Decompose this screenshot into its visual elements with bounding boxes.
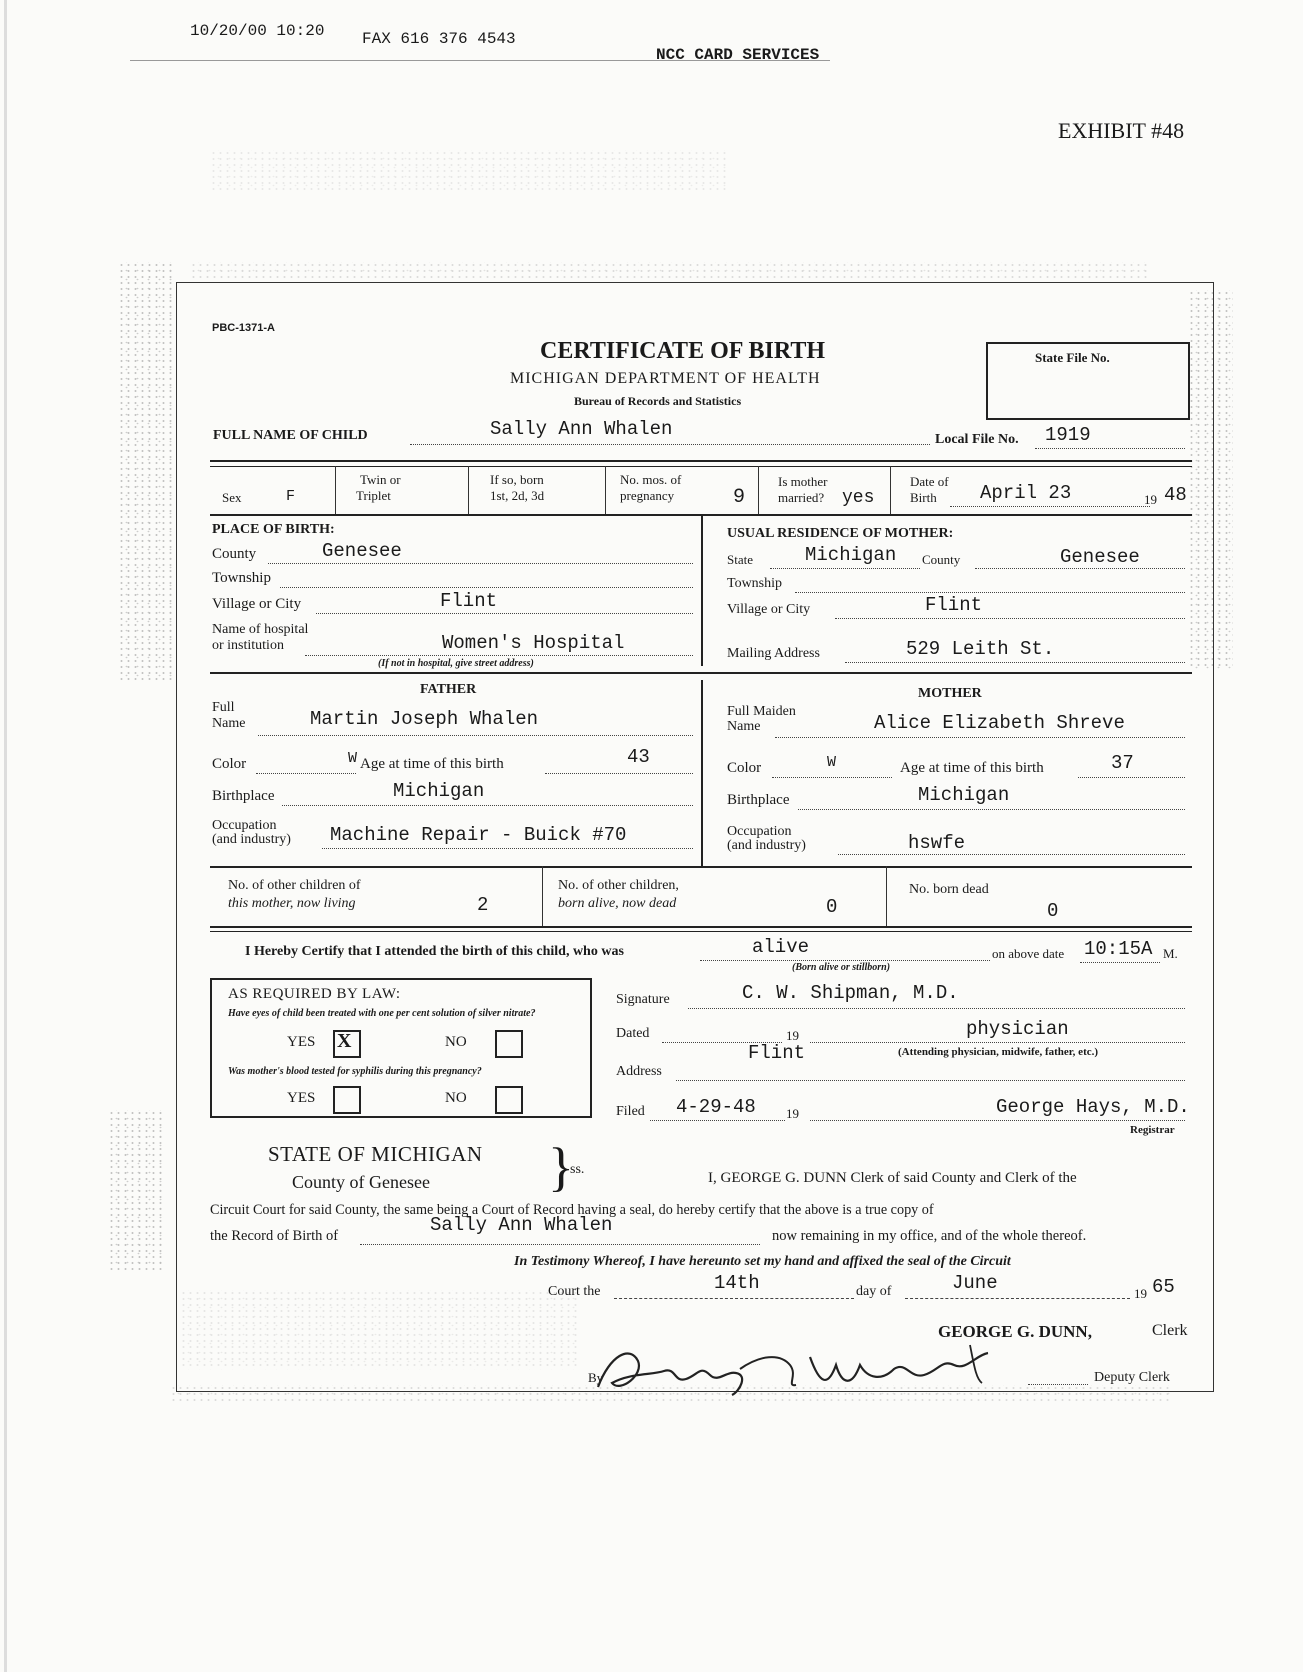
res-state: Michigan <box>805 544 897 566</box>
deputy-line <box>1028 1384 1088 1385</box>
filed-label: Filed <box>616 1104 645 1119</box>
father-age-line <box>545 773 693 774</box>
mother-name-label-1: Full Maiden <box>727 704 796 719</box>
law-q1-yes: YES <box>287 1034 316 1050</box>
born-order-label-1: If so, born <box>490 472 544 487</box>
children-living-label-1: No. of other children of <box>228 878 361 893</box>
clerk-court-the: Court the <box>548 1284 601 1299</box>
father-age: 43 <box>627 746 650 768</box>
father-birthplace: Michigan <box>393 780 485 802</box>
full-name-line <box>410 444 930 445</box>
signature-label: Signature <box>616 992 670 1007</box>
full-name-label: FULL NAME OF CHILD <box>213 428 368 443</box>
pob-county: Genesee <box>322 540 402 562</box>
mother-color: W <box>827 754 837 771</box>
law-q2-yes: YES <box>287 1090 316 1106</box>
pob-city-label: Village or City <box>212 596 302 612</box>
filed-line <box>650 1120 785 1121</box>
bureau: Bureau of Records and Statistics <box>574 394 742 408</box>
twin-label-2: Triplet <box>356 488 391 503</box>
mother-age-label: Age at time of this birth <box>900 760 1044 776</box>
filed-year-prefix: 19 <box>786 1106 799 1121</box>
middle-divider-2 <box>701 680 703 866</box>
clerk-month-line <box>905 1298 1130 1299</box>
clerk-deputy: Deputy Clerk <box>1094 1370 1170 1385</box>
father-name-line <box>258 735 693 736</box>
father-color-line <box>256 773 356 774</box>
children-dead-label-2: born alive, now dead <box>558 896 677 911</box>
pob-hospital: Women's Hospital <box>442 632 625 654</box>
res-state-line <box>770 568 920 569</box>
twin-label-1: Twin or <box>360 472 401 487</box>
dob-value: April 23 <box>980 482 1072 504</box>
law-q2-no-checkbox[interactable] <box>495 1086 523 1114</box>
clerk-line-3-a: the Record of Birth of <box>210 1228 339 1244</box>
sex-label: Sex <box>222 490 242 505</box>
clerk-month: June <box>952 1272 998 1294</box>
clerk-day-of: day of <box>856 1284 892 1299</box>
scan-noise-upper <box>210 150 730 190</box>
mother-birthplace: Michigan <box>918 784 1010 806</box>
father-occupation-label-2: (and industry) <box>212 832 291 847</box>
cert-text-2: on above date <box>992 946 1065 961</box>
address-line <box>676 1080 1185 1081</box>
clerk-line-4: In Testimony Whereof, I have hereunto set my hand and affixed the seal of the Circuit <box>514 1254 1011 1269</box>
pob-hospital-note: (If not in hospital, give street address) <box>378 658 534 669</box>
children-dead: 0 <box>826 896 838 918</box>
registrar-line <box>810 1120 1185 1121</box>
mother-occupation-label-2: (and industry) <box>727 838 806 853</box>
children-divider-1 <box>542 866 543 926</box>
certificate-title: CERTIFICATE OF BIRTH <box>540 338 826 364</box>
cert-status-line <box>700 960 990 961</box>
father-name-label-1: Full <box>212 700 235 715</box>
clerk-day: 14th <box>714 1272 760 1294</box>
father-name-label-2: Name <box>212 716 246 731</box>
mother-birthplace-label: Birthplace <box>727 792 790 808</box>
law-heading: AS REQUIRED BY LAW: <box>228 986 401 1002</box>
mother-age: 37 <box>1111 752 1134 774</box>
children-living: 2 <box>477 894 489 916</box>
law-q1-no: NO <box>445 1034 467 1050</box>
dob-year-prefix: 19 <box>1144 492 1157 507</box>
grid-v5 <box>890 466 891 514</box>
months-label-2: pregnancy <box>620 488 675 503</box>
cert-status-note: (Born alive or stillborn) <box>792 962 891 973</box>
form-code: PBC-1371-A <box>212 322 275 334</box>
registrar-label: Registrar <box>1130 1124 1175 1136</box>
mother-birthplace-line <box>798 809 1185 810</box>
pob-hospital-label-2: or institution <box>212 638 284 653</box>
father-occupation-label-1: Occupation <box>212 818 277 833</box>
pob-county-label: County <box>212 546 257 562</box>
local-file-line <box>1035 448 1185 449</box>
grid-v1 <box>335 466 336 514</box>
pob-county-line <box>268 563 693 564</box>
mother-color-label: Color <box>727 760 762 776</box>
months-value: 9 <box>733 486 746 509</box>
children-divider-2 <box>886 866 887 926</box>
local-file-label: Local File No. <box>935 432 1019 447</box>
pob-township-line <box>280 587 693 588</box>
clerk-line-3-name: Sally Ann Whalen <box>430 1214 613 1236</box>
child-full-name: Sally Ann Whalen <box>490 418 673 440</box>
rule-6 <box>210 926 1192 928</box>
res-county: Genesee <box>1060 546 1140 568</box>
address-label: Address <box>616 1064 662 1079</box>
fax-number: FAX 616 376 4543 <box>362 30 516 48</box>
father-occupation-line <box>322 848 693 849</box>
clerk-title: Clerk <box>1152 1322 1188 1339</box>
role-note: (Attending physician, midwife, father, etc.) <box>898 1046 1099 1058</box>
scan-noise-left <box>118 262 173 682</box>
clerk-year: 65 <box>1152 1276 1175 1298</box>
res-state-label: State <box>727 552 753 567</box>
dated-label: Dated <box>616 1026 650 1041</box>
father-name: Martin Joseph Whalen <box>310 708 539 730</box>
sex-value: F <box>286 488 296 505</box>
pob-hospital-line <box>305 655 693 656</box>
mother-occupation-label-1: Occupation <box>727 824 792 839</box>
father-color-label: Color <box>212 756 247 772</box>
stillborn-value: 0 <box>1047 900 1059 922</box>
law-question-2: Was mother's blood tested for syphilis during this pregnancy? <box>228 1066 482 1077</box>
clerk-line-3-b: now remaining in my office, and of the whole thereof. <box>772 1228 1087 1244</box>
clerk-day-line <box>614 1298 854 1299</box>
page-edge <box>4 0 7 1672</box>
residence-heading: USUAL RESIDENCE OF MOTHER: <box>727 526 954 541</box>
pob-township-label: Township <box>212 570 271 586</box>
clerk-by: By <box>588 1370 604 1385</box>
father-birthplace-label: Birthplace <box>212 788 275 804</box>
place-of-birth-heading: PLACE OF BIRTH: <box>212 522 335 537</box>
res-county-line <box>975 568 1185 569</box>
rule-2 <box>210 466 1192 467</box>
mother-age-line <box>1078 777 1185 778</box>
dob-label-1: Date of <box>910 474 949 489</box>
clerk-name: GEORGE G. DUNN, <box>938 1322 1092 1341</box>
middle-divider-1 <box>701 514 703 666</box>
dated-year-prefix: 19 <box>786 1028 799 1043</box>
registrar-value: George Hays, M.D. <box>996 1096 1190 1118</box>
clerk-state: STATE OF MICHIGAN <box>268 1142 483 1166</box>
clerk-brace: } <box>548 1137 574 1197</box>
children-dead-label-1: No. of other children, <box>558 878 679 893</box>
father-occupation: Machine Repair - Buick #70 <box>330 824 627 846</box>
res-township-line <box>795 592 1185 593</box>
rule-5 <box>210 866 1192 868</box>
res-county-label: County <box>922 552 961 567</box>
father-birthplace-line <box>282 805 693 806</box>
rule-4 <box>210 672 1192 674</box>
fax-sender: NCC CARD SERVICES <box>656 46 820 64</box>
cert-time-suffix: M. <box>1163 946 1178 961</box>
mother-heading: MOTHER <box>918 686 982 701</box>
clerk-county: County of Genesee <box>292 1172 430 1192</box>
cert-status: alive <box>752 936 810 958</box>
address-value: Flint <box>748 1042 806 1064</box>
rule-7 <box>210 931 1192 932</box>
mother-color-line <box>772 777 892 778</box>
res-city-label: Village or City <box>727 602 811 617</box>
law-question-1: Have eyes of child been treated with one per cent solution of silver nitrate? <box>228 1008 536 1019</box>
mother-name-line <box>775 737 1185 738</box>
role-line <box>810 1042 1185 1043</box>
exhibit-label: EXHIBIT #48 <box>1058 118 1185 143</box>
dob-line <box>950 506 1150 507</box>
months-label-1: No. mos. of <box>620 472 682 487</box>
clerk-line-1: I, GEORGE G. DUNN Clerk of said County and Clerk of the <box>708 1170 1077 1186</box>
res-township-label: Township <box>727 576 783 591</box>
born-order-label-2: 1st, 2d, 3d <box>490 488 545 503</box>
department: MICHIGAN DEPARTMENT OF HEALTH <box>510 370 821 387</box>
cert-text-1: I Hereby Certify that I attended the birth of this child, who was <box>245 944 624 959</box>
married-label-2: married? <box>778 490 825 505</box>
dob-label-2: Birth <box>910 490 937 505</box>
clerk-line-3-fill <box>360 1244 760 1245</box>
law-q2-yes-checkbox[interactable] <box>333 1086 361 1114</box>
res-mailing-line <box>845 662 1185 663</box>
fax-header-rule <box>130 60 830 61</box>
cert-time-line <box>1080 962 1160 963</box>
mother-name: Alice Elizabeth Shreve <box>874 712 1125 734</box>
clerk-year-prefix: 19 <box>1134 1286 1147 1301</box>
rule-1 <box>210 460 1192 462</box>
law-q1-no-checkbox[interactable] <box>495 1030 523 1058</box>
pob-city-line <box>316 613 693 614</box>
role-value: physician <box>966 1018 1069 1040</box>
res-city: Flint <box>925 594 983 616</box>
father-heading: FATHER <box>420 682 477 697</box>
dob-year: 48 <box>1164 484 1187 506</box>
res-mailing-label: Mailing Address <box>727 646 820 661</box>
grid-v3 <box>605 466 606 514</box>
married-value: yes <box>842 488 875 508</box>
father-color: W <box>348 750 358 767</box>
mother-name-label-2: Name <box>727 719 761 734</box>
cert-time: 10:15A <box>1084 938 1153 960</box>
grid-v2 <box>468 466 469 514</box>
scan-noise-left-lower <box>108 1110 163 1270</box>
mother-occupation: hswfe <box>908 832 966 854</box>
state-file-label: State File No. <box>1035 350 1110 365</box>
father-age-label: Age at time of this birth <box>360 756 504 772</box>
law-q2-no: NO <box>445 1090 467 1106</box>
grid-v4 <box>758 466 759 514</box>
local-file-number: 1919 <box>1045 424 1091 446</box>
pob-city: Flint <box>440 590 498 612</box>
clerk-ss: ss. <box>570 1162 585 1177</box>
res-mailing: 529 Leith St. <box>906 638 1055 660</box>
pob-hospital-label-1: Name of hospital <box>212 622 309 637</box>
clerk-line-2: Circuit Court for said County, the same being a Court of Record having a seal, do hereby certify that the above is a true copy of <box>210 1202 934 1218</box>
stillborn-label: No. born dead <box>909 882 989 897</box>
fax-datetime: 10/20/00 10:20 <box>190 22 325 40</box>
res-city-line <box>835 618 1185 619</box>
signature-value: C. W. Shipman, M.D. <box>742 982 959 1004</box>
law-q1-yes-mark: X <box>337 1030 352 1052</box>
filed-value: 4-29-48 <box>676 1096 756 1118</box>
mother-occupation-line <box>838 854 1185 855</box>
children-living-label-2: this mother, now living <box>228 896 356 911</box>
deputy-signature <box>590 1335 1030 1405</box>
signature-line <box>688 1008 1185 1009</box>
scan-noise-top <box>190 262 1150 278</box>
married-label-1: Is mother <box>778 474 828 489</box>
